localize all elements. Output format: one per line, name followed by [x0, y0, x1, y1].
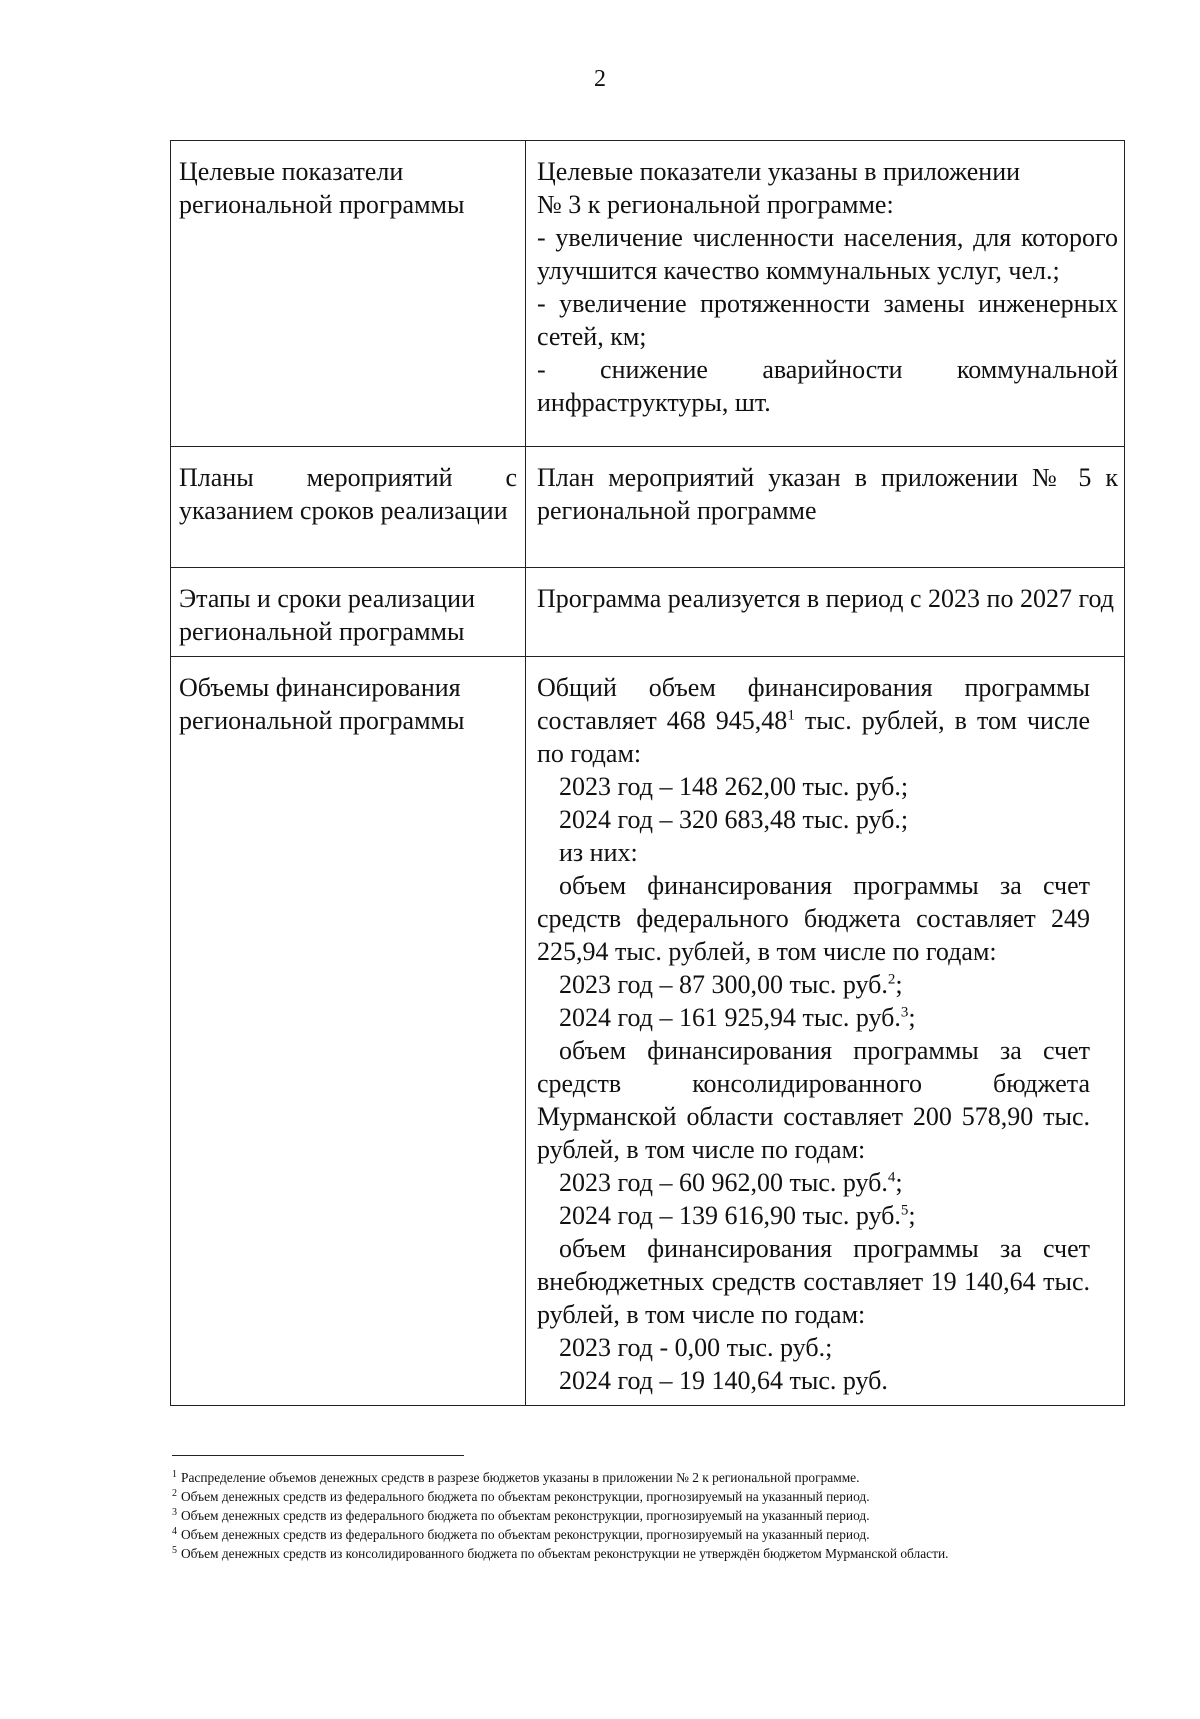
- footnote-text: Объем денежных средств из федерального бюджета по объектам реконструкции, прогнозируемый на указанный период.: [181, 1508, 870, 1523]
- year-text: 2024 год – 139 616,90 тыс. руб.: [559, 1201, 901, 1230]
- total-financing: [537, 671, 1090, 770]
- footnote: [172, 1525, 1062, 1544]
- year-line: 2024 год – 19 140,64 тыс. руб.: [559, 1366, 888, 1395]
- footnote-number: 3: [172, 1506, 177, 1518]
- regional-intro: объем финансирования программы за счет средств консолидированного бюджета Мурманской области составляет 200 578,90 тыс. рублей, в том числе по годам:: [537, 1036, 1090, 1164]
- year-line: 2023 год – 87 300,00 тыс. руб.$^2$;: [559, 970, 903, 999]
- footnote-divider: [172, 1455, 464, 1456]
- program-passport-table: [170, 140, 1125, 1406]
- row-value: [526, 141, 1125, 447]
- table-row: [171, 447, 1125, 568]
- row-label: Этапы и сроки реализации региональной программы: [171, 568, 526, 657]
- row-label: Объемы финансирования региональной программы: [171, 657, 526, 1406]
- table-row: [171, 141, 1125, 447]
- row-label: Целевые показатели региональной программы: [171, 141, 526, 447]
- footnote: [172, 1544, 1062, 1563]
- footnote-number: 5: [172, 1544, 177, 1556]
- year-line: 2023 год - 0,00 тыс. руб.;: [559, 1333, 833, 1362]
- value-line: - снижение аварийности коммунальной инфраструктуры, шт.: [537, 355, 1118, 417]
- footnote-number: 2: [172, 1487, 177, 1499]
- table-row: [171, 657, 1125, 1406]
- year-line: 2024 год – 320 683,48 тыс. руб.;: [559, 805, 909, 834]
- footnote-ref: 5: [900, 1202, 909, 1219]
- footnote: [172, 1487, 1062, 1506]
- federal-intro: объем финансирования программы за счет средств федерального бюджета составляет 249 225,94 тыс. рублей, в том числе по годам:: [537, 871, 1090, 966]
- row-label: Планы мероприятий с указанием сроков реализации: [171, 447, 526, 568]
- footnote-number: 4: [172, 1525, 177, 1537]
- total-text: Общий объем финансирования программы составляет 468 945,48: [537, 673, 1090, 735]
- of-them-label: из них:: [559, 838, 638, 867]
- footnote-ref: 4: [887, 1169, 896, 1186]
- footnotes: [172, 1468, 1062, 1563]
- year-line: 2023 год – 148 262,00 тыс. руб.;: [559, 772, 909, 801]
- value-line: - увеличение численности населения, для которого улучшится качество коммунальных услуг, чел.;: [537, 223, 1118, 285]
- footnote-text: Объем денежных средств из федерального бюджета по объектам реконструкции, прогнозируемый на указанный период.: [181, 1489, 870, 1504]
- footnote-ref: 1: [787, 707, 795, 724]
- page-number: 2: [594, 66, 606, 92]
- footnote-ref: 2: [887, 971, 896, 988]
- row-value: Программа реализуется в период с 2023 по 2027 год: [526, 568, 1125, 657]
- footnote-number: 1: [172, 1468, 177, 1480]
- footnote-text: Объем денежных средств из консолидированного бюджета по объектам реконструкции не утверждён бюджетом Мурманской области.: [181, 1546, 949, 1561]
- value-line: Целевые показатели указаны в приложении: [537, 157, 1021, 186]
- footnote-ref: 3: [900, 1004, 909, 1021]
- row-value: План мероприятий указан в приложении № 5 к региональной программе: [526, 447, 1125, 568]
- year-text: 2023 год – 87 300,00 тыс. руб.: [559, 970, 888, 999]
- table-row: [171, 568, 1125, 657]
- value-line: - увеличение протяженности замены инженерных сетей, км;: [537, 289, 1118, 351]
- footnote: [172, 1506, 1062, 1525]
- year-text: 2023 год – 60 962,00 тыс. руб.: [559, 1168, 888, 1197]
- value-line: № 3 к региональной программе:: [537, 190, 894, 219]
- offbudget-intro: объем финансирования программы за счет внебюджетных средств составляет 19 140,64 тыс. рублей, в том числе по годам:: [537, 1234, 1090, 1329]
- footnote-text: Объем денежных средств из федерального бюджета по объектам реконструкции, прогнозируемый на указанный период.: [181, 1527, 870, 1542]
- footnote-text: Распределение объемов денежных средств в разрезе бюджетов указаны в приложении № 2 к региональной программе.: [181, 1470, 860, 1485]
- year-line: 2024 год – 161 925,94 тыс. руб.$^3$;: [559, 1003, 916, 1032]
- year-line: 2023 год – 60 962,00 тыс. руб.$^4$;: [559, 1168, 903, 1197]
- financing-value: [526, 657, 1125, 1406]
- total-text-suffix: тыс. рублей, в том числе по годам:: [537, 706, 1091, 768]
- year-line: 2024 год – 139 616,90 тыс. руб.$^5$;: [559, 1201, 916, 1230]
- year-text: 2024 год – 161 925,94 тыс. руб.: [559, 1003, 901, 1032]
- footnote: [172, 1468, 1062, 1487]
